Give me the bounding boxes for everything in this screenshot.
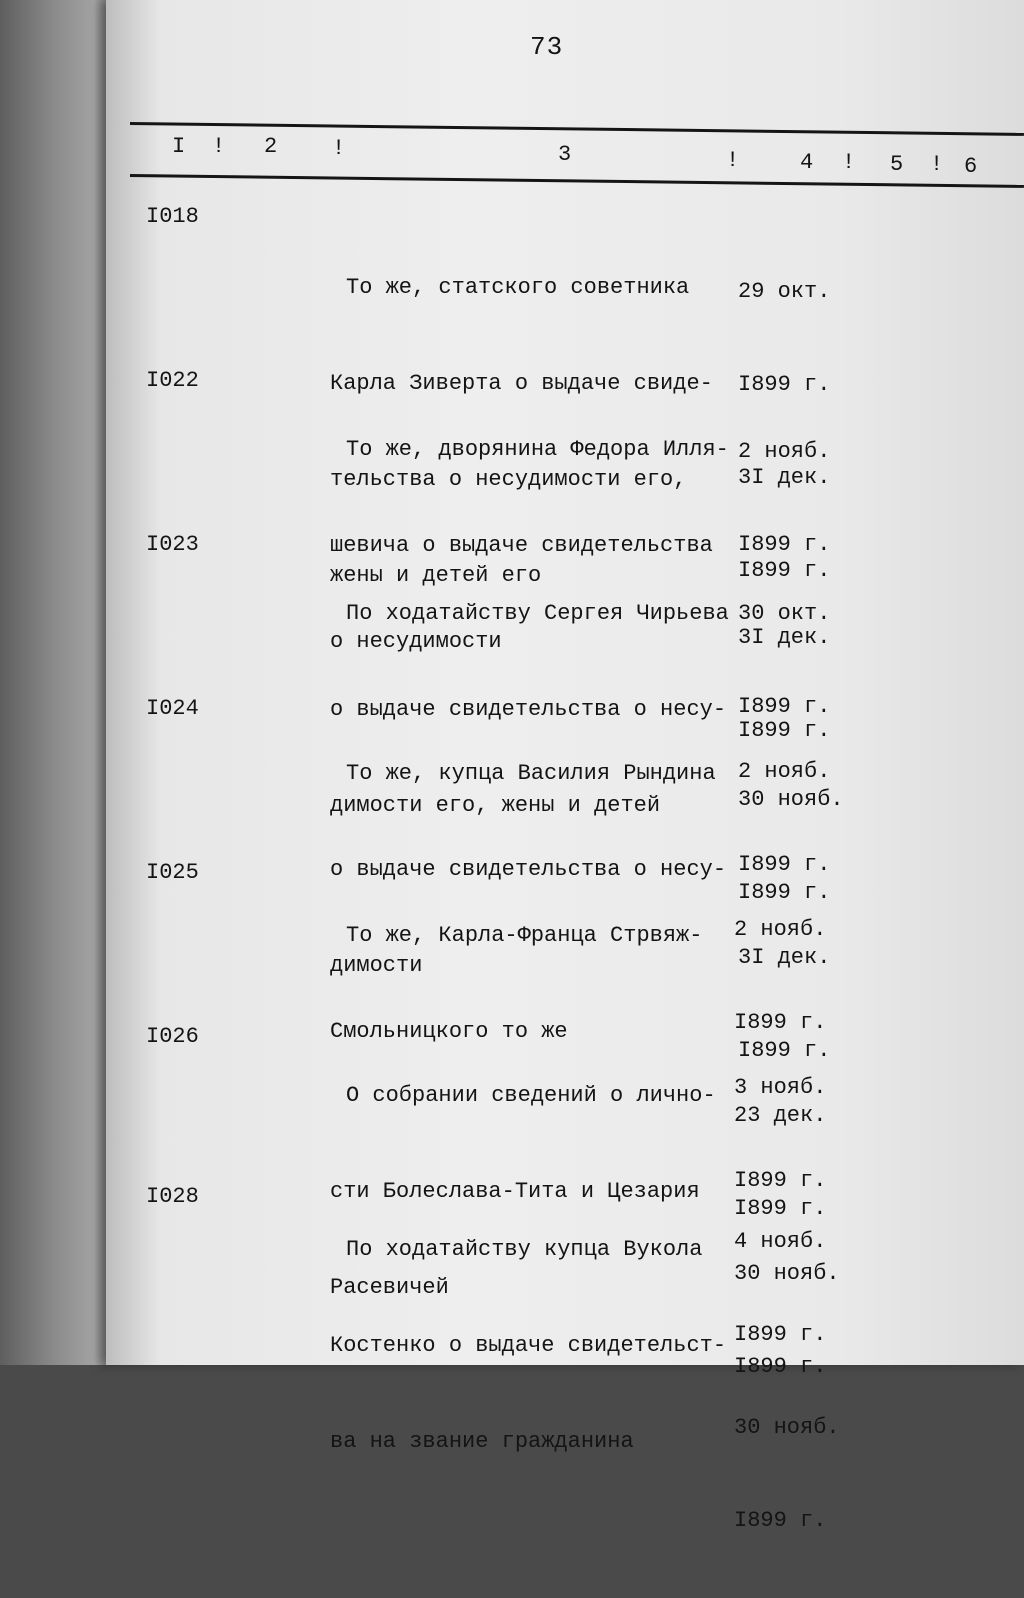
end-date: 30 нояб.: [734, 1415, 840, 1440]
description-line: По ходатайству Сергея Чирьева: [346, 601, 729, 626]
start-year: I899 г.: [734, 1168, 827, 1193]
description-line: По ходатайству купца Вукола: [346, 1237, 703, 1262]
start-year: I899 г.: [738, 852, 831, 877]
start-date: 2 нояб.: [734, 917, 827, 942]
description-line: димости его, жены и детей: [330, 793, 661, 818]
end-date: 30 нояб.: [738, 787, 844, 812]
start-date: 3 нояб.: [734, 1075, 827, 1100]
entry-number: I023: [146, 532, 199, 557]
start-year: I899 г.: [738, 372, 831, 397]
page-number: 73: [530, 32, 564, 62]
end-date: 3I дек.: [738, 465, 831, 490]
entry-number: I018: [146, 204, 199, 229]
end-date: 3I дек.: [738, 625, 831, 650]
end-year: I899 г.: [734, 1196, 827, 1221]
end-year: I899 г.: [734, 1354, 827, 1379]
end-date: 30 нояб.: [734, 1261, 840, 1286]
header-col-1: I: [172, 134, 186, 159]
description-line: То же, купца Василия Рындина: [346, 761, 716, 786]
header-separator: !: [842, 150, 856, 175]
start-year: I899 г.: [734, 1322, 827, 1347]
header-col-6: 6: [964, 154, 978, 179]
end-year: I899 г.: [734, 1508, 827, 1533]
entry-number: I024: [146, 696, 199, 721]
header-separator: !: [726, 148, 740, 173]
end-date: 23 дек.: [734, 1103, 827, 1128]
header-separator: !: [930, 152, 944, 177]
start-year: I899 г.: [738, 694, 831, 719]
description-line: Карла Зиверта о выдаче свиде-: [330, 371, 713, 396]
entry-description: [330, 1170, 726, 1522]
entry-number: I028: [146, 1184, 199, 1209]
header-col-4: 4: [800, 150, 814, 175]
entry-number: I025: [146, 860, 199, 885]
entry-number: I022: [146, 368, 199, 393]
description-line: о выдаче свидетельства о несу-: [330, 697, 727, 722]
start-date: 30 окт.: [738, 601, 831, 626]
entry-number: I026: [146, 1024, 199, 1049]
start-date: 2 нояб.: [738, 439, 831, 464]
start-year: I899 г.: [734, 1010, 827, 1035]
end-year: I899 г.: [738, 558, 831, 583]
entry-dates: [734, 1164, 840, 1598]
header-separator: !: [212, 134, 226, 159]
description-line: шевича о выдаче свидетельства: [330, 533, 713, 558]
start-date: 2 нояб.: [738, 759, 831, 784]
start-date: 29 окт.: [738, 279, 831, 304]
description-line: О собрании сведений о лично-: [346, 1083, 716, 1108]
description-line: о несудимости: [330, 629, 502, 654]
end-year: I899 г.: [738, 718, 831, 743]
document-page: [106, 0, 1024, 1533]
end-year: I899 г.: [738, 1038, 831, 1063]
start-date: 4 нояб.: [734, 1229, 827, 1254]
end-year: I899 г.: [738, 880, 831, 905]
description-line: димости: [330, 953, 423, 978]
header-col-2: 2: [264, 134, 278, 159]
adjacent-page-edge: [0, 0, 118, 1365]
header-separator: !: [332, 136, 346, 161]
description-line: То же, дворянина Федора Илля-: [346, 437, 729, 462]
description-line: Расевичей: [330, 1275, 449, 1300]
description-line: ва на звание гражданина: [330, 1429, 634, 1454]
description-line: То же, статского советника: [346, 275, 690, 300]
start-year: I899 г.: [738, 532, 831, 557]
description-line: жены и детей его: [330, 563, 542, 588]
header-col-5: 5: [890, 152, 904, 177]
description-line: Смольницкого то же: [330, 1019, 568, 1044]
description-line: сти Болеслава-Тита и Цезария: [330, 1179, 700, 1204]
description-line: Костенко о выдаче свидетельст-: [330, 1333, 727, 1358]
header-col-3: 3: [558, 142, 572, 167]
description-line: тельства о несудимости его,: [330, 467, 687, 492]
description-line: То же, Карла-Франца Стрвяж-: [346, 923, 703, 948]
end-date: 3I дек.: [738, 945, 831, 970]
description-line: о выдаче свидетельства о несу-: [330, 857, 727, 882]
